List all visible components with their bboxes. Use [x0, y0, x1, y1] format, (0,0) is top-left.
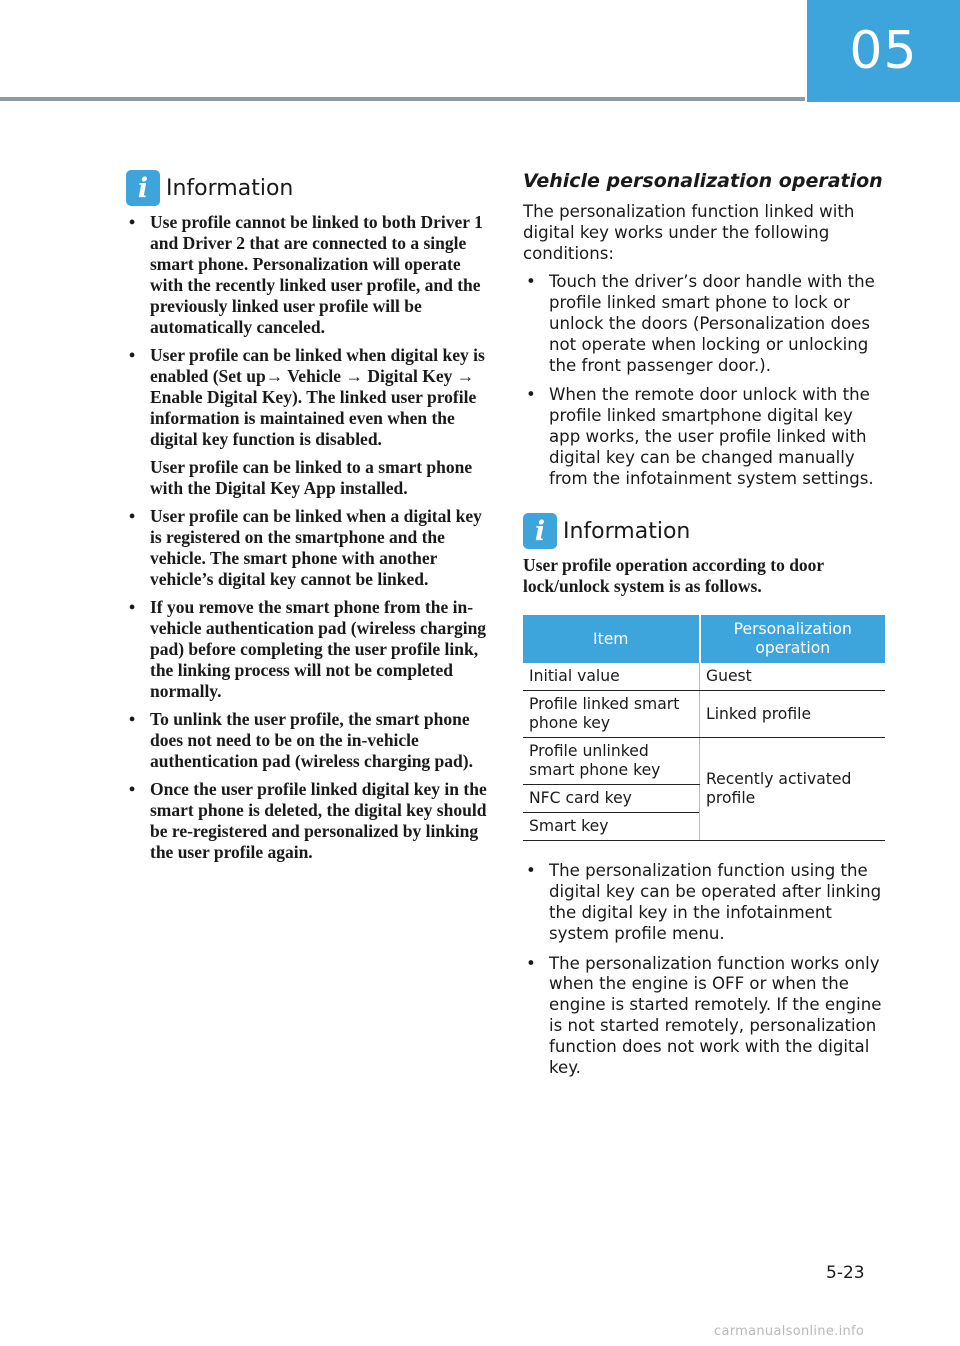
- table-cell: Guest: [700, 663, 886, 691]
- info-bullet-list: [126, 212, 492, 863]
- page-number: 5-23: [826, 1263, 865, 1283]
- info-header: [523, 513, 889, 549]
- right-column: [523, 170, 889, 1087]
- table-cell: Profile linked smart phone key: [523, 691, 700, 738]
- info-block: [523, 513, 889, 597]
- header-rule: [0, 97, 805, 101]
- table-row: [523, 691, 885, 738]
- information-icon: i: [126, 170, 160, 206]
- notes-list: [523, 861, 889, 1078]
- list-item: • Use profile cannot be linked to both Driver 1 and Driver 2 that are connected to a single smart phone. Personalization will operate with the recently linked user profile, and the previously linked user profile will be automatically canceled.: [126, 212, 492, 338]
- personalization-table: [523, 615, 885, 841]
- left-column: [126, 170, 492, 870]
- table-row: [523, 663, 885, 691]
- watermark: carmanualsonline.info: [714, 1324, 865, 1339]
- list-item: • When the remote door unlock with the profile linked smartphone digital key app works, the user profile linked with digital key can be changed manually from the infotainment system settings.: [523, 385, 889, 489]
- list-item: • Once the user profile linked digital key in the smart phone is deleted, the digital key should be re-registered and personalized by linking the user profile again.: [126, 779, 492, 863]
- table-header-row: [523, 615, 885, 663]
- list-item: • To unlink the user profile, the smart phone does not need to be on the in-vehicle authentication pad (wireless charging pad).: [126, 709, 492, 772]
- list-item: • User profile can be linked when a digital key is registered on the smartphone and the vehicle. The smart phone with another vehicle’s digital key cannot be linked.: [126, 506, 492, 590]
- list-item: • User profile can be linked when digital key is enabled (Set up→ Vehicle → Digital Key → Enable Digital Key). The linked user profile information is maintained even when the digital key function is disabled. User profile can be linked to a smart phone with the Digital Key App installed.: [126, 345, 492, 499]
- table-cell: Linked profile: [700, 691, 886, 738]
- info-title: Information: [563, 518, 691, 544]
- list-item: • The personalization function works only when the engine is OFF or when the engine is started remotely. If the engine is not started remotely, personalization function does not work with the digital key.: [523, 954, 889, 1079]
- info-header: [126, 170, 492, 206]
- table-cell: Recently activated profile: [700, 738, 886, 841]
- chapter-tab: 05: [807, 0, 960, 102]
- column-header-operation: Personalization operation: [700, 615, 886, 663]
- conditions-list: [523, 272, 889, 489]
- intro-paragraph: The personalization function linked with digital key works under the following conditions:: [523, 202, 855, 263]
- list-item: • If you remove the smart phone from the in-vehicle authentication pad (wireless charging pad) before completing the user profile link, the linking process will not be completed normally.: [126, 597, 492, 702]
- table-cell: Profile unlinked smart phone key: [523, 738, 700, 785]
- list-item: • Touch the driver’s door handle with the profile linked smart phone to lock or unlock the doors (Personalization does not operate when locking or unlocking the front passenger door.).: [523, 272, 889, 376]
- table-row: [523, 738, 885, 785]
- column-header-item: Item: [523, 615, 700, 663]
- info-text: User profile operation according to door lock/unlock system is as follows.: [523, 555, 824, 597]
- table-cell: NFC card key: [523, 785, 700, 813]
- section-title: Vehicle personalization operation: [523, 170, 883, 192]
- table-cell: Initial value: [523, 663, 700, 691]
- list-item: • The personalization function using the digital key can be operated after linking the digital key in the infotainment system profile menu.: [523, 861, 889, 944]
- table-cell: Smart key: [523, 813, 700, 841]
- info-title: Information: [166, 175, 294, 201]
- information-icon: i: [523, 513, 557, 549]
